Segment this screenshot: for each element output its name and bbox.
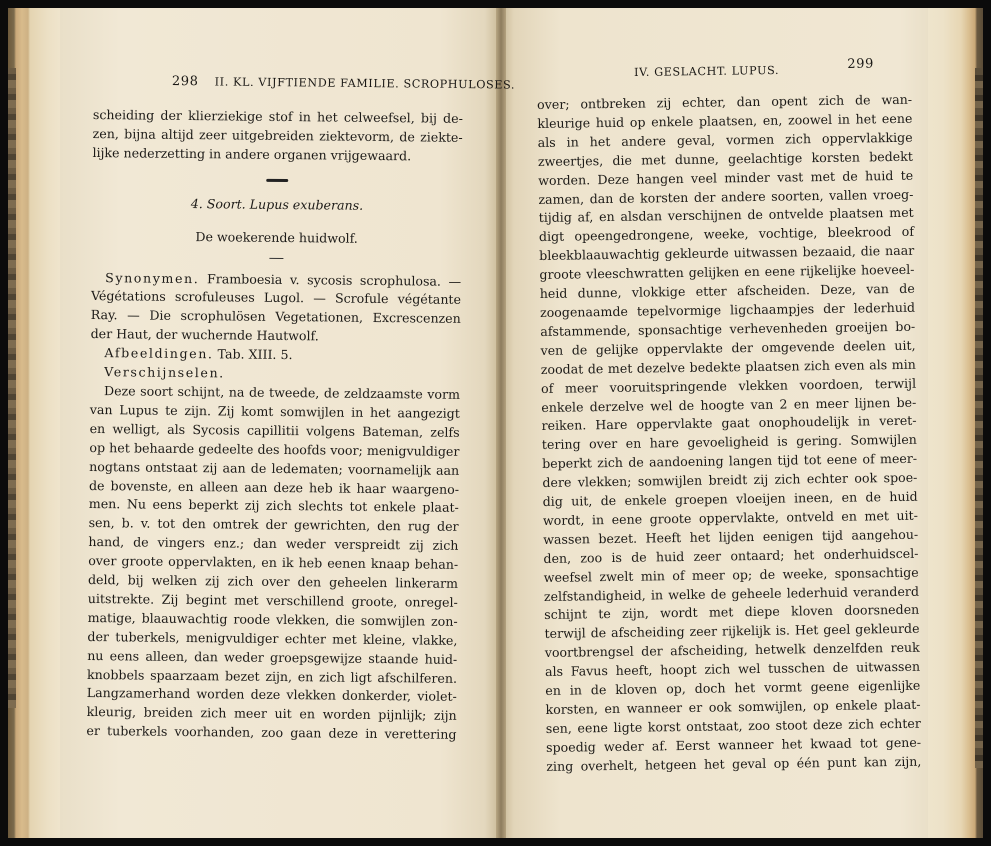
text-line: over groote oppervlakten, en ik heb eenen knaap behan- — [88, 553, 459, 572]
text-line: afstammende, sponsachtige verhevenheden groeijen bo- — [540, 318, 916, 339]
text-line: zen, bijna altijd zeer uitgebreiden ziektevorm, de ziekte- — [92, 125, 463, 145]
text-line: zoogenaamde tepelvormige ligchaampjes der lederhuid — [539, 299, 916, 320]
text-line: heid dunne, vlokkige etter afscheiden. Deze, van de — [539, 280, 915, 302]
continued-paragraph — [537, 91, 921, 777]
text-line: reiken. Hare oppervlakte gaat onophoudelijk in veret- — [541, 413, 917, 434]
text-line: zing overhelt, hetgeen het geval op één punt kan zijn, — [546, 753, 922, 774]
text-line: van Lupus te zijn. Zij komt somwijlen in het aangezigt — [89, 401, 460, 421]
text-line: den, zoo is de huid zeer ontaard; het onderhuidscel- — [543, 545, 919, 566]
illustrations-ref: Tab. XIII. 5. — [217, 346, 293, 363]
synonyms-line: der Haut, der wuchernde Hautwolf. — [90, 326, 319, 344]
text-line: dere vlekken; somwijlen breidt zij zich echter ook spoe- — [542, 469, 918, 491]
right-running-head-title: IV. GESLACHT. LUPUS. — [634, 63, 780, 79]
text-line: en welligt, als Sycosis capillitii volgens Bateman, zelfs — [89, 420, 460, 440]
right-page-text — [537, 91, 921, 777]
text-line: worden. Deze hangen veel minder vast met de huid te — [538, 167, 914, 188]
text-line: terwijl de afscheiding zeer rijkelijk is. Het geel gekleurde — [544, 621, 920, 642]
text-line: scheiding der klierziekige stof in het celweefsel, bij de- — [92, 106, 463, 126]
text-line: spoedig weder af. Eerst wanneer het kwaad tot gene- — [545, 734, 922, 755]
opening-paragraph — [92, 106, 463, 167]
left-page-text — [86, 106, 463, 745]
text-line: uitstrekte. Zij begint met verschillend groote, onregel- — [87, 590, 458, 610]
text-line: nogtans ontstaat zij aan de ledematen; voornamelijk aan — [89, 458, 460, 478]
right-page-edges — [923, 8, 983, 838]
synonyms-label: Synonymen. — [105, 269, 200, 286]
text-line: zoodat de met dezelve bedekte plaatsen zich even als min — [540, 356, 916, 377]
text-line: der tuberkels, menigvuldiger echter met kleine, vlakke, — [87, 628, 458, 648]
text-line: sen, eene ligte korst ontstaat, zoo stoot deze zich echter — [545, 715, 921, 736]
text-line: schijnt te zijn, wordt met diepe kloven doorsneden — [544, 602, 920, 623]
text-line: voortbrengsel der afscheiding, hetwelk denzelfden reuk — [544, 639, 920, 661]
synonyms-line: Framboesia v. sycosis scrophulosa. — — [206, 270, 462, 289]
text-line: als Favus heeft, hoopt zich wel tusschen de uitwassen — [544, 658, 921, 680]
text-line: enkele derzelve wel de hoogte van 2 en meer lijnen be- — [541, 394, 917, 415]
text-line: deld, bij welken zij zich over den geheelen linkerarm — [87, 572, 459, 591]
text-line: korsten, en wanneer er ook somwijlen, op enkele plaat- — [545, 696, 921, 717]
symptoms-paragraph — [86, 382, 460, 745]
left-running-head — [171, 74, 516, 92]
text-line: wassen bezet. Heeft het lijden eenigen tijd aangehou- — [543, 526, 919, 547]
text-line: dig uit, de enkele groepen vloeijen ineen, en de huid — [542, 488, 918, 509]
text-line: wordt, in eene groote oppervlakte, ontveld en met uit- — [542, 507, 918, 528]
book-gutter — [496, 8, 506, 838]
illustrations-label: Afbeeldingen. — [104, 345, 214, 362]
text-line: als in het andere geval, vormen zich oppervlakkige — [537, 129, 913, 150]
synonyms-line: Ray. — Die scrophulösen Vegetationen, Excrescenzen — [90, 307, 461, 327]
text-line: de bovenste, en alleen aan deze heb ik haar waargeno- — [88, 477, 460, 497]
text-line: men. Nu eens beperkt zij zich slechts tot enkele plaat- — [88, 496, 459, 516]
text-line: digt opeengedrongene, weeke, vochtige, bleekrood of — [538, 224, 915, 245]
text-line: kleurig, breiden zich meer uit en worden pijnlijk; zijn — [86, 704, 457, 724]
synonyms-line: Végétations scrofuleuses Lugol. — Scrofule végétante — [90, 288, 462, 308]
section-subheading: De woekerende huidwolf. — [195, 228, 358, 246]
right-page-number: 299 — [847, 56, 875, 73]
section-heading: 4. Soort. Lupus exuberans. — [190, 195, 364, 213]
symptoms-label: Verschijnselen. — [104, 364, 225, 381]
text-line: beperkt zich de aandoening langen tijd tot eene of meer- — [542, 450, 918, 472]
ornament-rule — [266, 179, 288, 182]
text-line: zelfstandigheid, in welke de geheele lederhuid veranderd — [543, 583, 920, 604]
text-line: zamen, dan de korsten der andere soorten, vallen vroeg- — [538, 186, 914, 207]
text-line: bleekblaauwachtig gekleurde uitwassen bezaaid, die naar — [539, 242, 915, 264]
text-line: sen, b. v. tot den omtrek der gewrichten, den rug der — [88, 515, 459, 535]
left-running-head-title: II. KL. VIJFTIENDE FAMILIE. SCROPHULOSES. — [214, 75, 516, 92]
text-line: en in de kloven op, doch het vormt geene eigenlijke — [545, 677, 921, 699]
text-line: groote vleeschwratten gelijken en eene rijkelijke hoeveel- — [539, 261, 915, 283]
text-line: Langzamerhand worden deze vlekken donkerder, violet- — [86, 685, 457, 705]
text-line: ven de gelijke oppervlakte der omgevende deelen uit, — [540, 337, 916, 358]
text-line: er tuberkels voorhanden, zoo gaan deze in verettering — [86, 723, 457, 743]
text-line: matige, blaauwachtig roode vlekken, die somwijlen zon- — [87, 609, 458, 629]
text-line: lijke nederzetting in andere organen vrijgewaard. — [92, 144, 412, 164]
text-line: knobbels spaarzaam bezet zijn, en zich ligt afschilferen. — [86, 666, 458, 686]
left-page-edges — [8, 8, 64, 838]
left-page-number: 298 — [171, 74, 199, 90]
text-line: kleurige huid op enkele plaatsen, en, zoowel in het eene — [537, 110, 913, 131]
text-line: zweertjes, die met dunne, geelachtige korsten bedekt — [537, 148, 913, 169]
text-line: Deze soort schijnt, na de tweede, de zeldzaamste vorm — [103, 383, 461, 402]
short-rule — [269, 257, 283, 258]
text-line: of meer vooruitspringende vlekken voordoen, terwijl — [540, 375, 917, 396]
text-line: tijdig af, en alsdan verschijnen de ontvelde plaatsen met — [538, 205, 914, 226]
text-line: op het behaarde gedeelte des hoofds voor; menigvuldiger — [89, 439, 460, 459]
text-line: over; ontbreken zij echter, dan opent zich de wan- — [537, 91, 913, 112]
text-line: hand, de vingers enz.; dan weder verspreidt zij zich — [88, 534, 459, 554]
synonyms-paragraph — [91, 269, 462, 348]
text-line: tering over en hare gevoeligheid is gering. Somwijlen — [541, 432, 917, 453]
text-line: nu eens alleen, dan weder groepsgewijze staande huid- — [87, 647, 458, 667]
text-line: weefsel zwelt min of meer op; de weeke, sponsachtige — [543, 564, 919, 585]
